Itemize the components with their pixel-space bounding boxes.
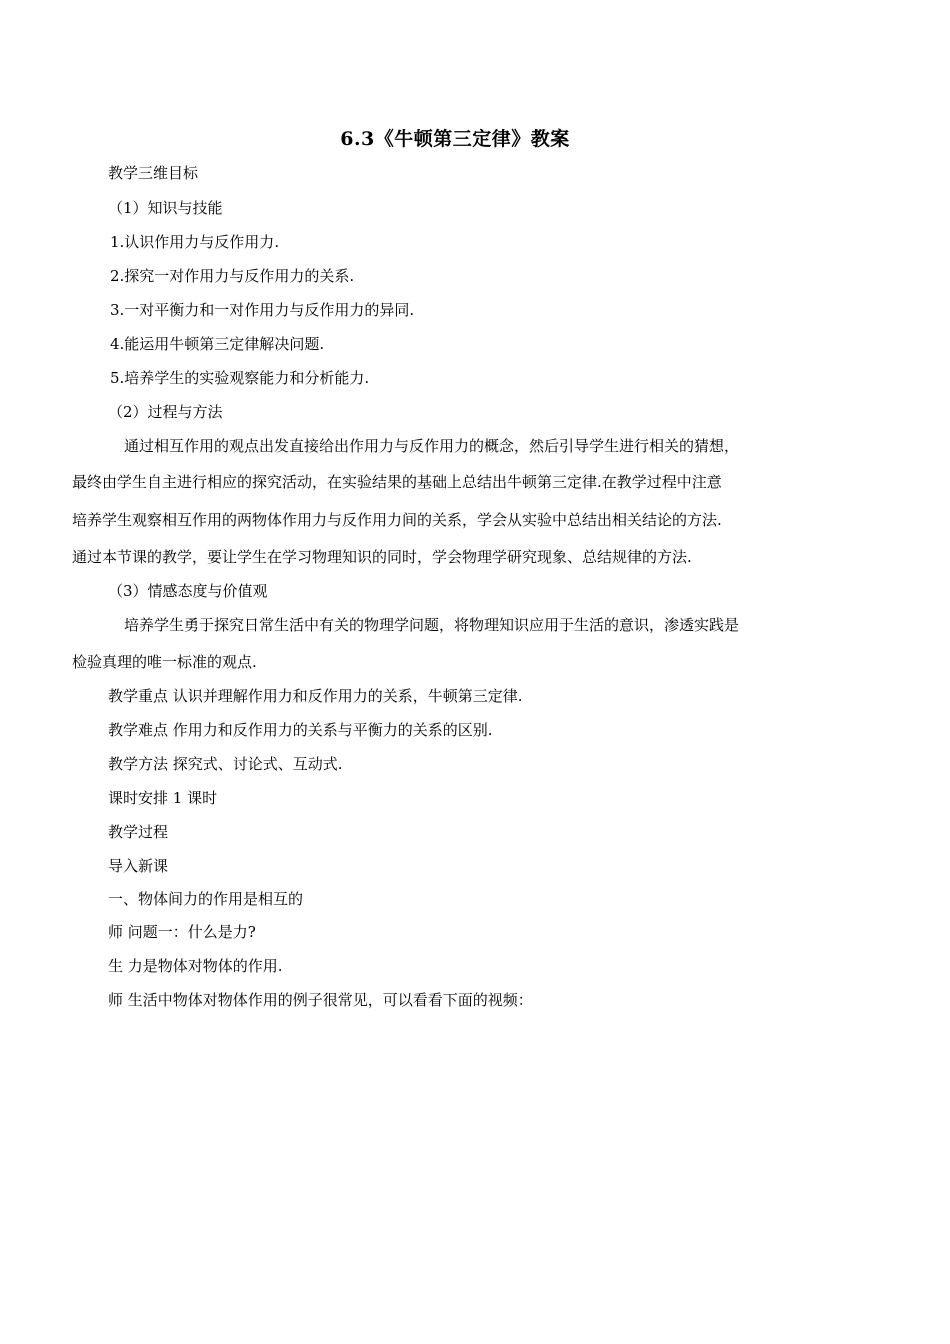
section2-paragraph-line: 培养学生观察相互作用的两物体作用力与反作用力间的关系，学会从实验中总结出相关结论的方法. <box>72 511 722 529</box>
section2-paragraph-line: 最终由学生自主进行相应的探究活动，在实验结果的基础上总结出牛顿第三定律.在教学过程中注意 <box>72 473 722 491</box>
dialog-line: 生 力是物体对物体的作用. <box>108 957 283 975</box>
method: 教学方法 探究式、讨论式、互动式. <box>108 755 343 773</box>
document-title: 6.3《牛顿第三定律》教案 <box>340 128 570 150</box>
process-heading: 教学过程 <box>108 823 169 841</box>
section1-item: 1.认识作用力与反作用力. <box>110 233 280 251</box>
key-point: 教学重点 认识并理解作用力和反作用力的关系，牛顿第三定律. <box>108 687 523 705</box>
section2-paragraph-line: 通过相互作用的观点出发直接给出作用力与反作用力的概念，然后引导学生进行相关的猜想， <box>124 437 740 455</box>
section3-heading: （3）情感态度与价值观 <box>108 582 268 600</box>
section3-paragraph-line: 检验真理的唯一标准的观点. <box>72 653 257 671</box>
section2-heading: （2）过程与方法 <box>108 403 223 421</box>
section1-item: 3.一对平衡力和一对作用力与反作用力的异同. <box>110 301 415 319</box>
schedule: 课时安排 1 课时 <box>108 789 218 807</box>
dialog-line: 师 生活中物体对物体作用的例子很常见，可以看看下面的视频： <box>108 991 533 1009</box>
dialog-line: 师 问题一：什么是力? <box>108 923 256 941</box>
section1-heading: （1）知识与技能 <box>108 199 223 217</box>
section2-paragraph-line: 通过本节课的教学，要让学生在学习物理知识的同时，学会物理学研究现象、总结规律的方法. <box>72 548 692 566</box>
difficulty: 教学难点 作用力和反作用力的关系与平衡力的关系的区别. <box>108 721 493 739</box>
goals-heading: 教学三维目标 <box>108 164 199 182</box>
section1-item: 4.能运用牛顿第三定律解决问题. <box>110 335 325 353</box>
section1-item: 2.探究一对作用力与反作用力的关系. <box>110 267 355 285</box>
part1-heading: 一、物体间力的作用是相互的 <box>108 890 304 908</box>
section3-paragraph-line: 培养学生勇于探究日常生活中有关的物理学问题，将物理知识应用于生活的意识，渗透实践是 <box>124 616 740 634</box>
section1-item: 5.培养学生的实验观察能力和分析能力. <box>110 369 370 387</box>
intro-heading: 导入新课 <box>108 857 169 875</box>
